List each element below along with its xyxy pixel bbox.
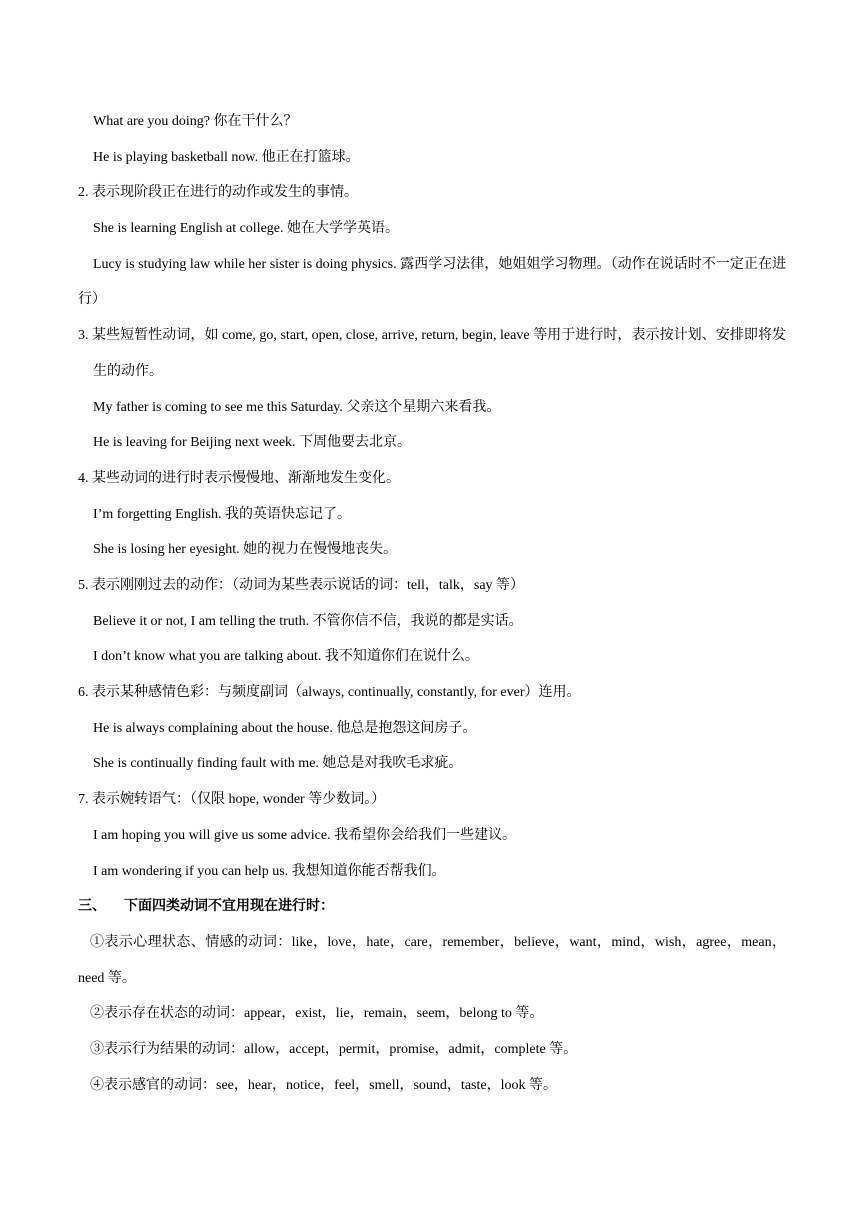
rule-item-2: 2. 表示现阶段正在进行的动作或发生的事情。 [78, 185, 358, 201]
section-heading [78, 889, 786, 925]
example-sentence: I’m forgetting English. 我的英语快忘记了。 [93, 506, 351, 522]
verb-category-item: ④表示感官的动词：see，hear，notice，feel，smell，sound，taste，look 等。 [90, 1077, 557, 1093]
rule-item-7: 7. 表示婉转语气：（仅限 hope, wonder 等少数词。） [78, 792, 386, 808]
example-sentence: She is losing her eyesight. 她的视力在慢慢地丧失。 [93, 542, 398, 558]
example-sentence: Believe it or not, I am telling the truth. 不管你信不信，我说的都是实话。 [93, 613, 523, 629]
example-sentence: He is always complaining about the house. 他总是抱怨这间房子。 [93, 720, 477, 736]
rule-item-3: 3. 某些短暂性动词，如 come, go, start, open, close, arrive, return, begin, leave 等用于进行时，表示按计划、安排即将发生的动作。 [78, 328, 786, 379]
section-title: 下面四类动词不宜用现在进行时： [124, 899, 334, 915]
example-sentence: My father is coming to see me this Saturday. 父亲这个星期六来看我。 [93, 399, 501, 415]
document-body [78, 104, 786, 1103]
rule-item-4: 4. 某些动词的进行时表示慢慢地、渐渐地发生变化。 [78, 470, 400, 486]
example-sentence: I don’t know what you are talking about. 我不知道你们在说什么。 [93, 649, 479, 665]
verb-category-item: ②表示存在状态的动词：appear，exist，lie，remain，seem，belong to 等。 [90, 1006, 544, 1022]
rule-item-6: 6. 表示某种感情色彩：与频度副词（always, continually, constantly, for ever）连用。 [78, 685, 581, 701]
verb-category-item: ①表示心理状态、情感的动词：like，love，hate，care，remember，believe，want，mind，wish，agree，mean，need 等。 [78, 934, 786, 986]
example-sentence: He is playing basketball now. 他正在打篮球。 [93, 149, 360, 165]
example-sentence: He is leaving for Beijing next week. 下周他要去北京。 [93, 435, 412, 451]
example-sentence: I am hoping you will give us some advice. 我希望你会给我们一些建议。 [93, 827, 517, 843]
example-sentence: She is learning English at college. 她在大学学英语。 [93, 221, 400, 237]
example-sentence: What are you doing? 你在干什么？ [93, 114, 298, 129]
rule-item-5: 5. 表示刚刚过去的动作：（动词为某些表示说话的词：tell，talk，say 等） [78, 578, 525, 593]
example-sentence: I am wondering if you can help us. 我想知道你能否帮我们。 [93, 863, 446, 879]
example-sentence: She is continually finding fault with me. 她总是对我吹毛求疵。 [93, 756, 463, 772]
section-number: 三、 [78, 899, 106, 915]
verb-category-item: ③表示行为结果的动词：allow，accept，permit，promise，admit，complete 等。 [90, 1041, 578, 1057]
example-sentence: Lucy is studying law while her sister is doing physics. 露西学习法律，她姐姐学习物理。（动作在说话时不一定正在进行） [78, 256, 786, 308]
